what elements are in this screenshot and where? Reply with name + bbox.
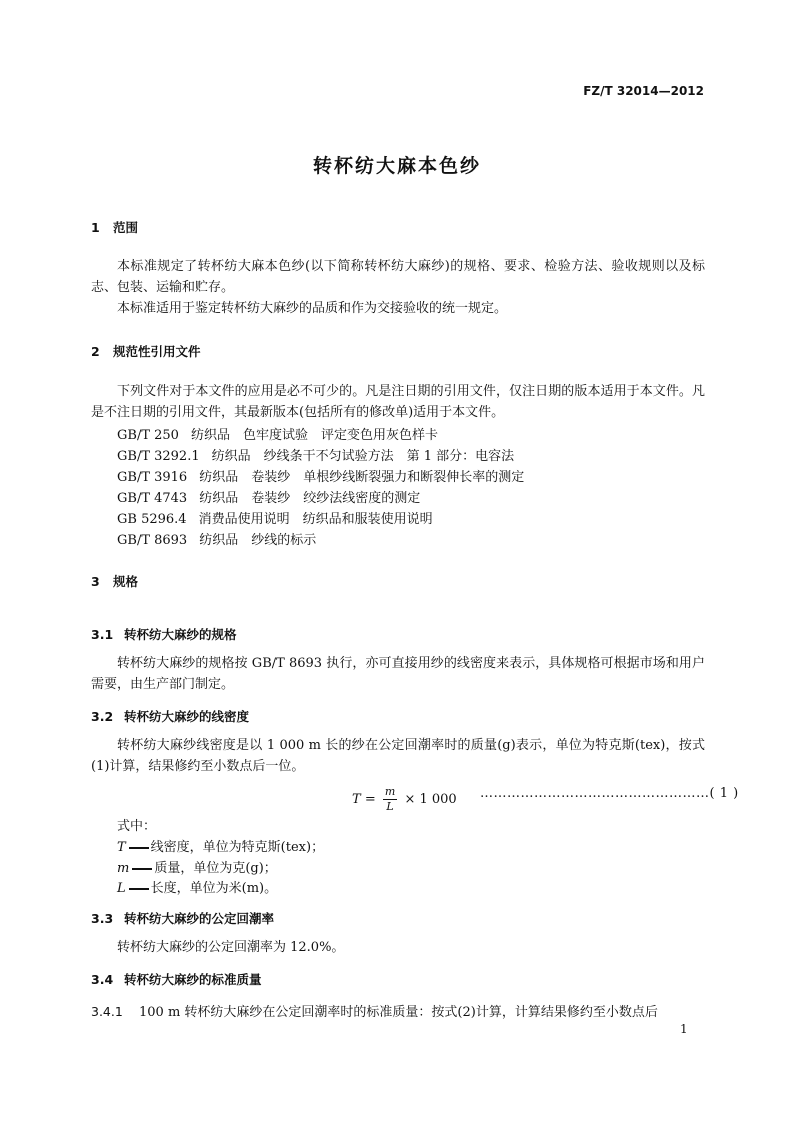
- reference-code: GB/T 8693: [117, 533, 188, 548]
- reference-title: 纺织品 卷装纱 单根纱线断裂强力和断裂伸长率的测定: [199, 470, 525, 485]
- reference-code: GB/T 250: [117, 428, 179, 443]
- subsection-3-4-heading: [91, 970, 262, 988]
- equation-number: ……………………………………………( 1 ): [480, 786, 739, 801]
- reference-title: 纺织品 色牢度试验 评定变色用灰色样卡: [190, 428, 438, 443]
- formula-multiplier: × 1 000: [404, 792, 457, 807]
- subsection-3-3-heading: [91, 909, 274, 927]
- clause-text: 100 m 转杯纺大麻纱在公定回潮率时的标准质量：按式(2)计算，计算结果修约至小数点后: [139, 1005, 658, 1020]
- variable-symbol: L: [117, 881, 126, 896]
- reference-title: 纺织品 卷装纱 绞纱法线密度的测定: [199, 491, 421, 506]
- variable-definition: [117, 877, 277, 896]
- section-title: 规范性引用文件: [113, 344, 201, 359]
- page-number: 1: [680, 1022, 688, 1036]
- reference-item: [117, 508, 445, 527]
- formula-equals: =: [364, 792, 376, 807]
- subsection-title: 转杯纺大麻纱的线密度: [124, 709, 250, 724]
- reference-item: [117, 466, 536, 485]
- section-number: 3: [91, 574, 100, 589]
- reference-code: GB/T 3292.1: [117, 449, 200, 464]
- section-1-paragraph-1: 本标准规定了转杯纺大麻本色纱(以下简称转杯纺大麻纱)的规格、要求、检验方法、验收规则以及标志、包装、运输和贮存。: [91, 259, 705, 295]
- section-1-heading: [91, 218, 138, 236]
- section-3-heading: [91, 572, 138, 590]
- reference-code: GB/T 3916: [117, 470, 188, 485]
- section-title: 范围: [113, 220, 139, 235]
- standard-number: FZ/T 32014—2012: [583, 84, 704, 98]
- variable-description: 线密度，单位为特克斯(tex)；: [150, 840, 325, 855]
- section-number: 1: [91, 220, 100, 235]
- reference-item: [117, 424, 450, 443]
- subsection-3-1-paragraph: 转杯纺大麻纱的规格按 GB/T 8693 执行，亦可直接用纱的线密度来表示，具体规格可根据市场和用户需要，由生产部门制定。: [91, 656, 705, 692]
- reference-title: 纺织品 纱线条干不匀试验方法 第 1 部分：电容法: [211, 449, 515, 464]
- subsection-number: 3.2: [91, 709, 114, 724]
- section-2-heading: [91, 342, 201, 360]
- subsection-number: 3.3: [91, 911, 114, 926]
- subsection-3-2-heading: [91, 707, 249, 725]
- reference-item: [117, 445, 526, 464]
- linear-density-formula: [352, 785, 457, 814]
- section-1-paragraph-2: 本标准适用于鉴定转杯纺大麻纱的品质和作为交接验收的统一规定。: [117, 301, 508, 316]
- variable-symbol: m: [117, 861, 130, 876]
- variable-definition: [117, 836, 324, 855]
- section-title: 规格: [113, 574, 139, 589]
- formula-numerator: m: [384, 785, 396, 798]
- dash-rule: [129, 847, 149, 849]
- where-label: 式中：: [117, 819, 157, 834]
- variable-description: 质量，单位为克(g)；: [154, 861, 277, 876]
- variable-description: 长度，单位为米(m)。: [150, 881, 278, 896]
- subsection-title: 转杯纺大麻纱的规格: [124, 627, 237, 642]
- subsection-title: 转杯纺大麻纱的公定回潮率: [124, 911, 275, 926]
- clause-number: 3.4.1: [91, 1004, 123, 1019]
- formula-fraction: [383, 785, 397, 814]
- variable-definition: [117, 857, 277, 876]
- subsection-number: 3.1: [91, 627, 114, 642]
- reference-code: GB 5296.4: [117, 512, 187, 527]
- variable-symbol: T: [117, 840, 126, 855]
- subsection-3-3-paragraph: 转杯纺大麻纱的公定回潮率为 12.0%。: [117, 940, 345, 955]
- subsection-number: 3.4: [91, 972, 114, 987]
- reference-title: 纺织品 纱线的标示: [199, 533, 317, 548]
- reference-code: GB/T 4743: [117, 491, 188, 506]
- formula-denominator: L: [386, 800, 394, 813]
- dash-rule: [132, 868, 152, 870]
- subsection-3-1-heading: [91, 625, 237, 643]
- reference-item: [117, 529, 328, 548]
- subsection-3-2-paragraph: 转杯纺大麻纱线密度是以 1 000 m 长的纱在公定回潮率时的质量(g)表示，单位为特克斯(tex)，按式(1)计算，结果修约至小数点后一位。: [91, 738, 705, 774]
- clause-3-4-1: [91, 1001, 658, 1020]
- section-2-paragraph-1: 下列文件对于本文件的应用是必不可少的。凡是注日期的引用文件，仅注日期的版本适用于本文件。凡是不注日期的引用文件，其最新版本(包括所有的修改单)适用于本文件。: [91, 384, 705, 420]
- formula-lhs: T: [352, 792, 361, 807]
- subsection-title: 转杯纺大麻纱的标准质量: [124, 972, 262, 987]
- reference-title: 消费品使用说明 纺织品和服装使用说明: [198, 512, 433, 527]
- document-title: 转杯纺大麻本色纱: [312, 155, 481, 177]
- dash-rule: [129, 888, 149, 890]
- reference-item: [117, 487, 432, 506]
- section-number: 2: [91, 344, 100, 359]
